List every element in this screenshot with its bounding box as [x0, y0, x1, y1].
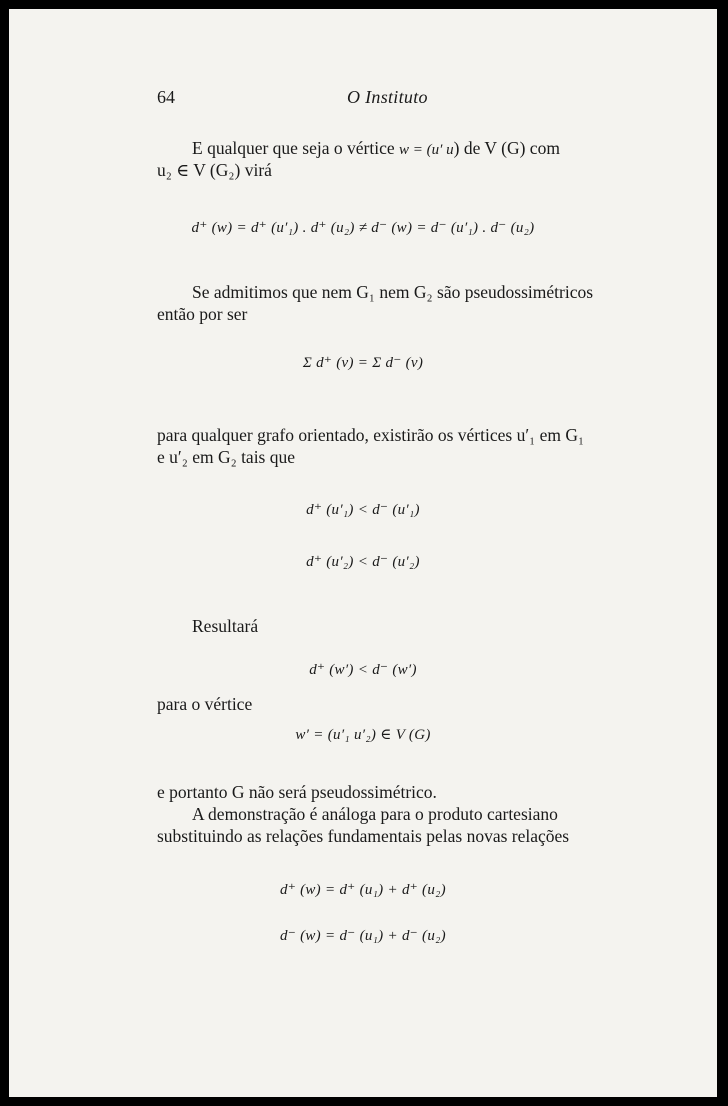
page-number: 64: [157, 87, 175, 107]
running-header: [157, 87, 437, 113]
running-title: O Instituto: [347, 87, 428, 107]
equation-7: d⁺ (w) = d⁺ (u₁) + d⁺ (u₂): [280, 882, 446, 898]
equation-5: d⁺ (w′) < d⁻ (w′): [309, 662, 417, 678]
paragraph-2-line-2: então por ser: [157, 304, 248, 324]
paragraph-1-line-2: u₂ ∈ V (G₂) virá: [157, 160, 272, 180]
equation-3: d⁺ (u′₁) < d⁻ (u′₁): [306, 502, 420, 518]
paragraph-3-line-1: para qualquer grafo orientado, existirão os vértices u′₁ em G₁: [157, 425, 585, 445]
book-page: [9, 9, 717, 1097]
equation-8: d⁻ (w) = d⁻ (u₁) + d⁻ (u₂): [280, 928, 446, 944]
paragraph-2-line-1: Se admitimos que nem G₁ nem G₂ são pseudossimétricos: [192, 282, 594, 302]
equation-4: d⁺ (u′₂) < d⁻ (u′₂): [306, 554, 420, 570]
paragraph-3-line-2: e u′₂ em G₂ tais que: [157, 447, 296, 467]
equation-6: w′ = (u′₁ u′₂) ∈ V (G): [295, 727, 431, 743]
equation-2: Σ d⁺ (v) = Σ d⁻ (v): [302, 355, 424, 371]
resultara-text: Resultará: [192, 616, 259, 636]
paragraph-5-line-1: A demonstração é análoga para o produto cartesiano: [192, 804, 558, 824]
paragraph-1-line-1: E qualquer que seja o vértice w = (u′ u) de V (G) com: [192, 138, 560, 158]
paragraph-4-line-1: e portanto G não será pseudossimétrico.: [157, 782, 437, 802]
paragraph-5-line-2: substituindo as relações fundamentais pelas novas relações: [157, 826, 570, 846]
equation-1: d⁺ (w) = d⁺ (u′₁) . d⁺ (u₂) ≠ d⁻ (w) = d⁻ (u′₁) . d⁻ (u₂): [191, 220, 535, 236]
para-o-vertice-text: para o vértice: [157, 694, 253, 714]
